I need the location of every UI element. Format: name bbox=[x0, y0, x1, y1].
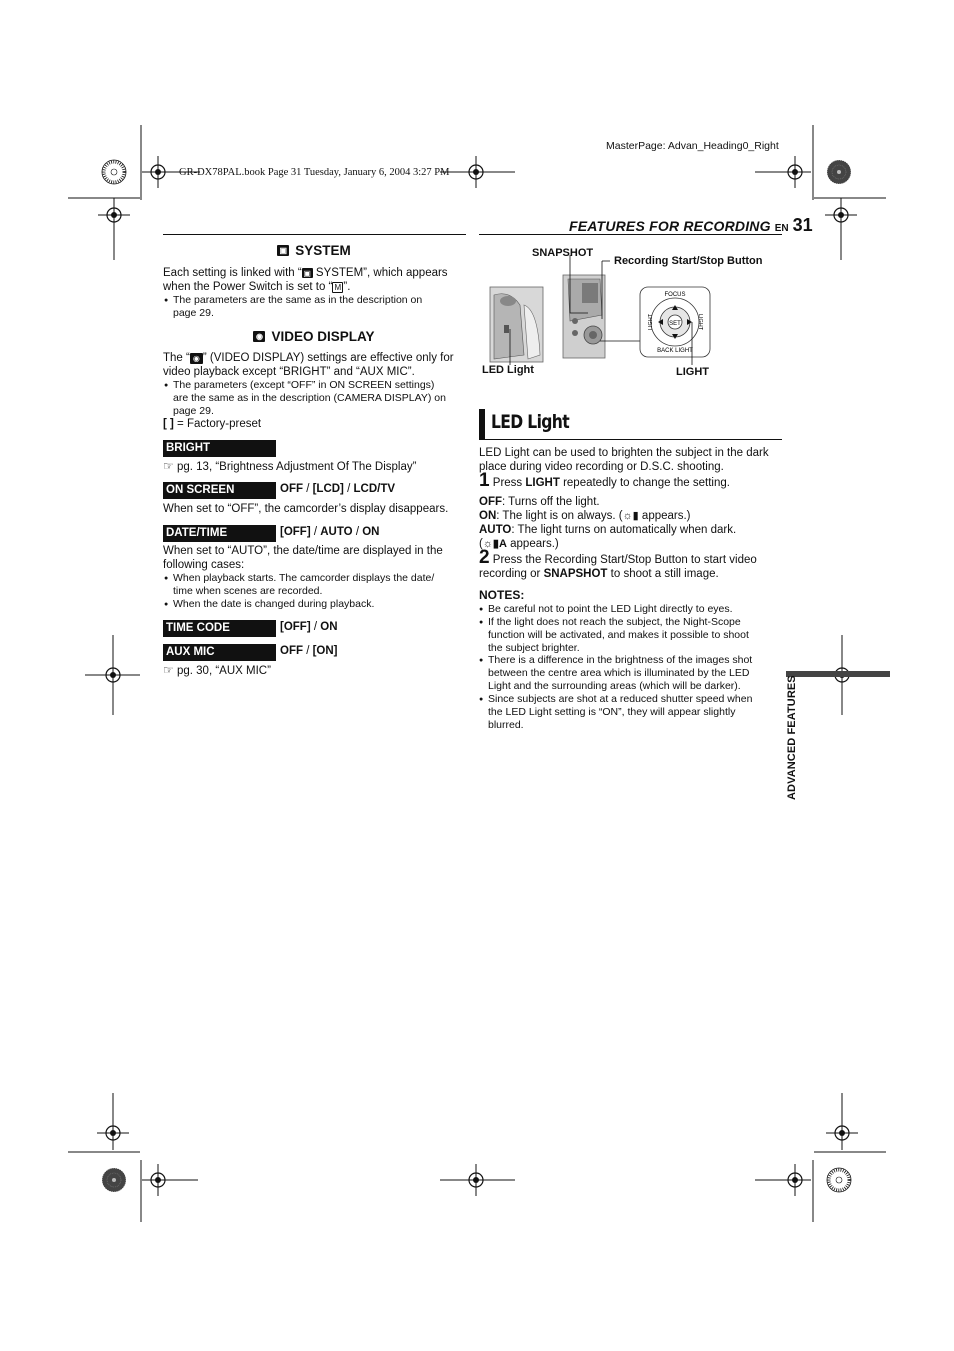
step-2: 2 Press the Recording Start/Stop Button to start video recording or SNAPSHOT to shoot a still image. bbox=[479, 547, 757, 580]
language-code: EN bbox=[774, 223, 789, 234]
date-time-label: DATE/TIME bbox=[163, 525, 276, 542]
dial-right-label: LIGHT bbox=[697, 313, 703, 331]
dial-left-label: LIGHT bbox=[648, 313, 654, 331]
right-top-rule bbox=[479, 234, 782, 235]
camera-icon: ▣ bbox=[277, 245, 289, 256]
light-auto-icon: ☼▮A bbox=[482, 538, 507, 550]
list-item: ● Be careful not to point the LED Light directly to eyes. bbox=[479, 603, 788, 616]
factory-preset-note: [ ] = Factory-preset bbox=[163, 418, 262, 430]
section-title: FEATURES FOR RECORDING bbox=[569, 218, 771, 234]
master-page-label: MasterPage: Advan_Heading0_Right bbox=[606, 140, 779, 152]
date-time-description: When set to “AUTO”, the date/time are displayed in the following cases: bbox=[163, 545, 443, 571]
snapshot-caption: SNAPSHOT bbox=[532, 247, 594, 259]
on-screen-options: OFF / [LCD] / LCD/TV bbox=[280, 483, 396, 495]
video-display-heading: ◉ VIDEO DISPLAY bbox=[163, 329, 465, 344]
step-1-options: OFF: Turns off the light. ON: The light is on always. (☼▮ appears.) AUTO: The light turns on automatically when dark. (☼▮A appears.) bbox=[479, 496, 737, 550]
aux-mic-options: OFF / [ON] bbox=[280, 645, 338, 657]
list-item: ● The parameters are the same as in the description on page 29. bbox=[164, 294, 473, 320]
date-time-options: [OFF] / AUTO / ON bbox=[280, 526, 380, 538]
aux-mic-reference: ☞ pg. 30, “AUX MIC” bbox=[163, 663, 271, 677]
side-tab-bar bbox=[786, 671, 890, 677]
camera-icon: ▣ bbox=[303, 269, 311, 278]
light-caption: LIGHT bbox=[676, 366, 709, 378]
list-item: ● When the date is changed during playback. bbox=[164, 598, 473, 611]
list-item: ● If the light does not reach the subject, the Night-Scope function will be activated, and makes it possible to shoot the subject brighter. bbox=[479, 616, 788, 655]
video-icon: ◉ bbox=[253, 331, 265, 342]
manual-mode-icon: M bbox=[332, 282, 343, 293]
on-screen-label: ON SCREEN bbox=[163, 482, 276, 499]
dial-back-light-label: BACK LIGHT bbox=[657, 348, 693, 354]
light-on-icon: ☼▮ bbox=[622, 510, 639, 522]
system-heading: ▣ SYSTEM bbox=[163, 243, 465, 258]
led-light-caption: LED Light bbox=[482, 364, 534, 376]
page-header bbox=[569, 215, 813, 236]
time-code-label: TIME CODE bbox=[163, 620, 276, 637]
rec-button-caption: Recording Start/Stop Button bbox=[614, 255, 763, 267]
video-icon: ◉ bbox=[190, 353, 203, 364]
list-item: ● When playback starts. The camcorder displays the date/ time when scenes are recorded. bbox=[164, 572, 473, 598]
title-rule bbox=[479, 439, 782, 440]
dial-set-label: SET bbox=[669, 321, 681, 327]
list-item: ● Since subjects are shot at a reduced shutter speed when the LED Light setting is “ON”, they will appear slightly blurred. bbox=[479, 693, 788, 732]
time-code-options: [OFF] / ON bbox=[280, 621, 338, 633]
bright-reference: ☞ pg. 13, “Brightness Adjustment Of The Display” bbox=[163, 459, 417, 473]
page-number: 31 bbox=[792, 215, 813, 235]
dial-focus-label: FOCUS bbox=[664, 292, 686, 298]
book-meta: GR-DX78PAL.book Page 31 Tuesday, January 6, 2004 3:27 PM bbox=[179, 167, 450, 178]
video-display-text: The “ ◉ ” (VIDEO DISPLAY) settings are effective only for video playback except “BRIGHT” and “AUX MIC”. bbox=[163, 352, 454, 378]
led-intro: LED Light can be used to brighten the subject in the dark place during video recording or D.S.C. shooting. bbox=[479, 447, 769, 473]
side-tab-label: ADVANCED FEATURES bbox=[786, 675, 798, 800]
pointing-hand-icon: ☞ bbox=[163, 663, 174, 677]
list-item: ● There is a difference in the brightness of the images shot between the centre area which is illuminated by the LED Light and the surrounding areas (which will be darker). bbox=[479, 654, 788, 693]
led-light-title: LED Light bbox=[491, 411, 569, 433]
bright-label: BRIGHT bbox=[163, 440, 276, 457]
left-top-rule bbox=[163, 234, 466, 235]
system-text: Each setting is linked with “ ▣ SYSTEM”, which appears when the Power Switch is set to “ M ”. bbox=[163, 267, 448, 293]
aux-mic-label: AUX MIC bbox=[163, 644, 276, 661]
notes-title: NOTES: bbox=[479, 588, 525, 602]
pointing-hand-icon: ☞ bbox=[163, 459, 174, 473]
camcorder-diagram bbox=[480, 255, 780, 365]
heading-bar bbox=[479, 409, 485, 439]
list-item: ● The parameters (except “OFF” in ON SCREEN settings) are the same as in the description (CAMERA DISPLAY) on page 29. bbox=[164, 379, 473, 418]
step-1: 1 Press LIGHT repeatedly to change the setting. bbox=[479, 470, 730, 491]
on-screen-description: When set to “OFF”, the camcorder’s display disappears. bbox=[163, 503, 449, 515]
